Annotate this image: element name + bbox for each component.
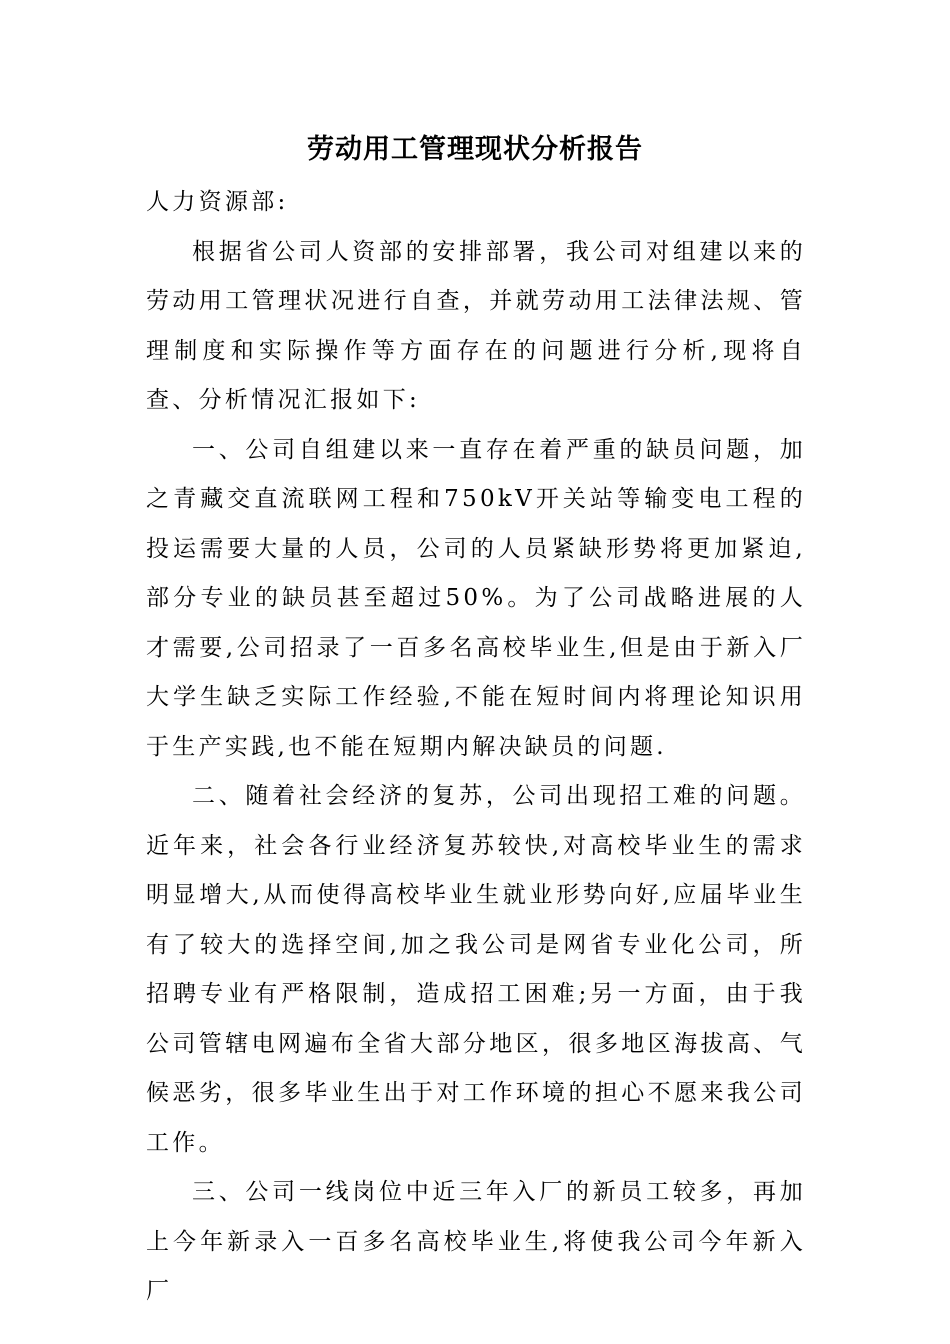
paragraph-staff-shortage: 一、公司自组建以来一直存在着严重的缺员问题，加之青藏交直流联网工程和750kV开关站等输变电工程的投运需要大量的人员，公司的人员紧缺形势将更加紧迫,部分专业的缺员甚至超过50%。为了公司战略进展的人才需要,公司招录了一百多名高校毕业生,但是由于新入厂大学生缺乏实际工作经验,不能在短时间内将理论知识用于生产实践,也不能在短期内解决缺员的问题.: [146, 436, 806, 760]
salutation: 人力资源部:: [146, 189, 289, 215]
paragraph-intro: 根据省公司人资部的安排部署，我公司对组建以来的劳动用工管理状况进行自查，并就劳动用工法律法规、管理制度和实际操作等方面存在的问题进行分析,现将自查、分析情况汇报如下:: [146, 238, 806, 413]
paragraph-recruitment-difficulty: 二、随着社会经济的复苏，公司出现招工难的问题。近年来，社会各行业经济复苏较快,对高校毕业生的需求明显增大,从而使得高校毕业生就业形势向好,应届毕业生有了较大的选择空间,加之我公司是网省专业化公司，所招聘专业有严格限制，造成招工困难;另一方面，由于我公司管辖电网遍布全省大部分地区，很多地区海拔高、气候恶劣，很多毕业生出于对工作环境的担心不愿来我公司工作。: [146, 783, 806, 1156]
paragraph-new-employees: 三、公司一线岗位中近三年入厂的新员工较多，再加上今年新录入一百多名高校毕业生,将使我公司今年新入厂: [146, 1179, 806, 1304]
document-title: 劳动用工管理现状分析报告: [307, 134, 643, 165]
document-body: [146, 178, 806, 1317]
